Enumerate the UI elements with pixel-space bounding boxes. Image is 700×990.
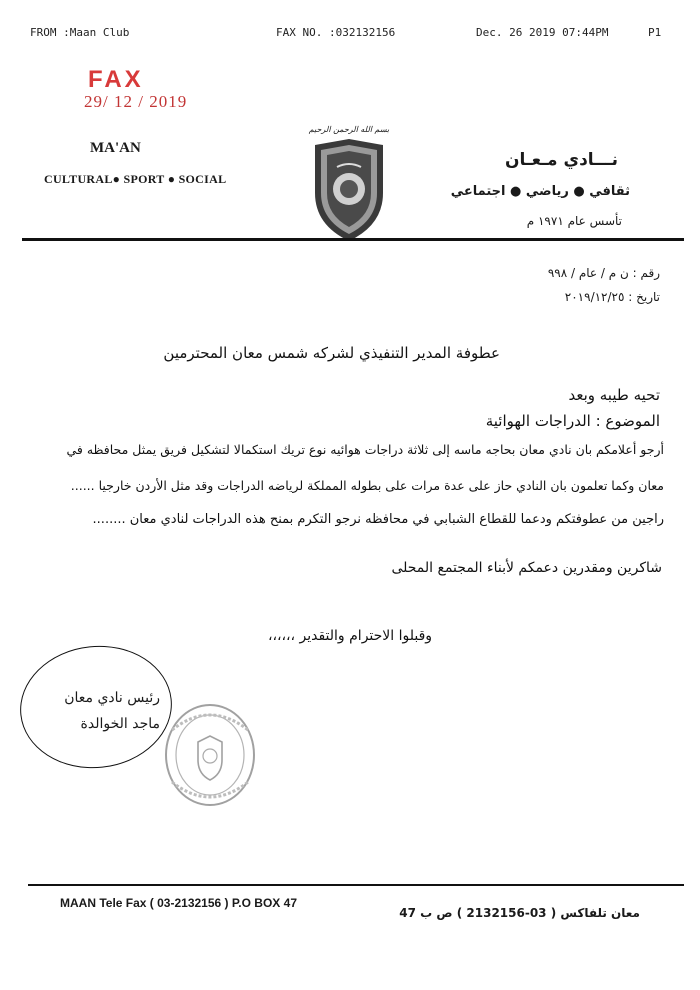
signatory-name: ماجد الخوالدة: [80, 716, 160, 732]
bullet-icon: ●: [112, 172, 121, 186]
footer-ar: معان تلفاكس ( 03-2132156 ) ص ب 47: [399, 906, 640, 920]
paragraph-line-3: راجين من عطوفتكم ودعما للقطاع الشبابي في محافظه نرجو التكرم بمنح هذه الدراجات لنادي معان ........: [92, 512, 664, 527]
subject-line: الموضوع : الدراجات الهوائية: [485, 412, 660, 430]
fax-stamp-date: 29/ 12 / 2019: [84, 92, 188, 111]
reference-number: رقم : ن م / عام / ٩٩٨: [547, 266, 660, 280]
fax-stamp-label: FAX: [88, 66, 144, 93]
basmala: بسم الله الرحمن الرحيم: [308, 125, 390, 134]
thanks-line: شاكرين ومقدرين دعمكم لأبناء المجتمع المحلى: [391, 560, 662, 576]
footer-en: MAAN Tele Fax ( 03-2132156 ) P.O BOX 47: [60, 896, 297, 910]
tagline-ar: ثقافي ● رياضي ● اجتماعي: [450, 184, 630, 199]
club-logo: [305, 125, 393, 241]
bullet-icon: ●: [164, 172, 176, 186]
tagline-sport: SPORT: [123, 172, 165, 186]
footer-divider: [28, 884, 684, 886]
reference-date: تاريخ : ٢٠١٩/١٢/٢٥: [564, 290, 660, 304]
paragraph-line-1: أرجو أعلامكم بان نادي معان بحاجه ماسه إلى ثلاثة دراجات هوائيه نوع تريك استكمالا لتشكيل فريق يمثل محافظه في: [66, 442, 664, 457]
tagline-social: SOCIAL: [178, 172, 227, 186]
fax-page: P1: [648, 26, 662, 39]
greeting: تحيه طيبه وبعد: [568, 386, 660, 404]
fax-from: FROM :Maan Club: [30, 26, 130, 39]
paragraph-line-2: معان وكما تعلمون بان النادي حاز على عدة مرات على بطوله المملكة لرياضه الدراجات وقد مثل الأردن خارجيا ......: [70, 478, 664, 493]
club-seal: [150, 690, 270, 820]
fax-number: FAX NO. :032132156: [276, 26, 396, 39]
club-name-ar: نـــادي مـعـان: [504, 150, 618, 170]
seal-icon: [150, 690, 270, 820]
tagline-cultural: CULTURAL: [44, 172, 113, 186]
tagline-en: [44, 172, 226, 187]
header-divider: [22, 238, 684, 241]
addressee: عطوفة المدير التنفيذي لشركه شمس معان المحترمين: [163, 344, 500, 362]
fax-datetime: Dec. 26 2019 07:44PM: [476, 26, 609, 39]
signatory-title: رئيس نادي معان: [64, 690, 160, 706]
founded-ar: تأسس عام ١٩٧١ م: [526, 214, 622, 228]
shield-icon: [305, 137, 393, 243]
closing-line: وقبلوا الاحترام والتقدير ،،،،،،: [267, 628, 433, 644]
club-name-en: MA'AN: [90, 140, 141, 156]
